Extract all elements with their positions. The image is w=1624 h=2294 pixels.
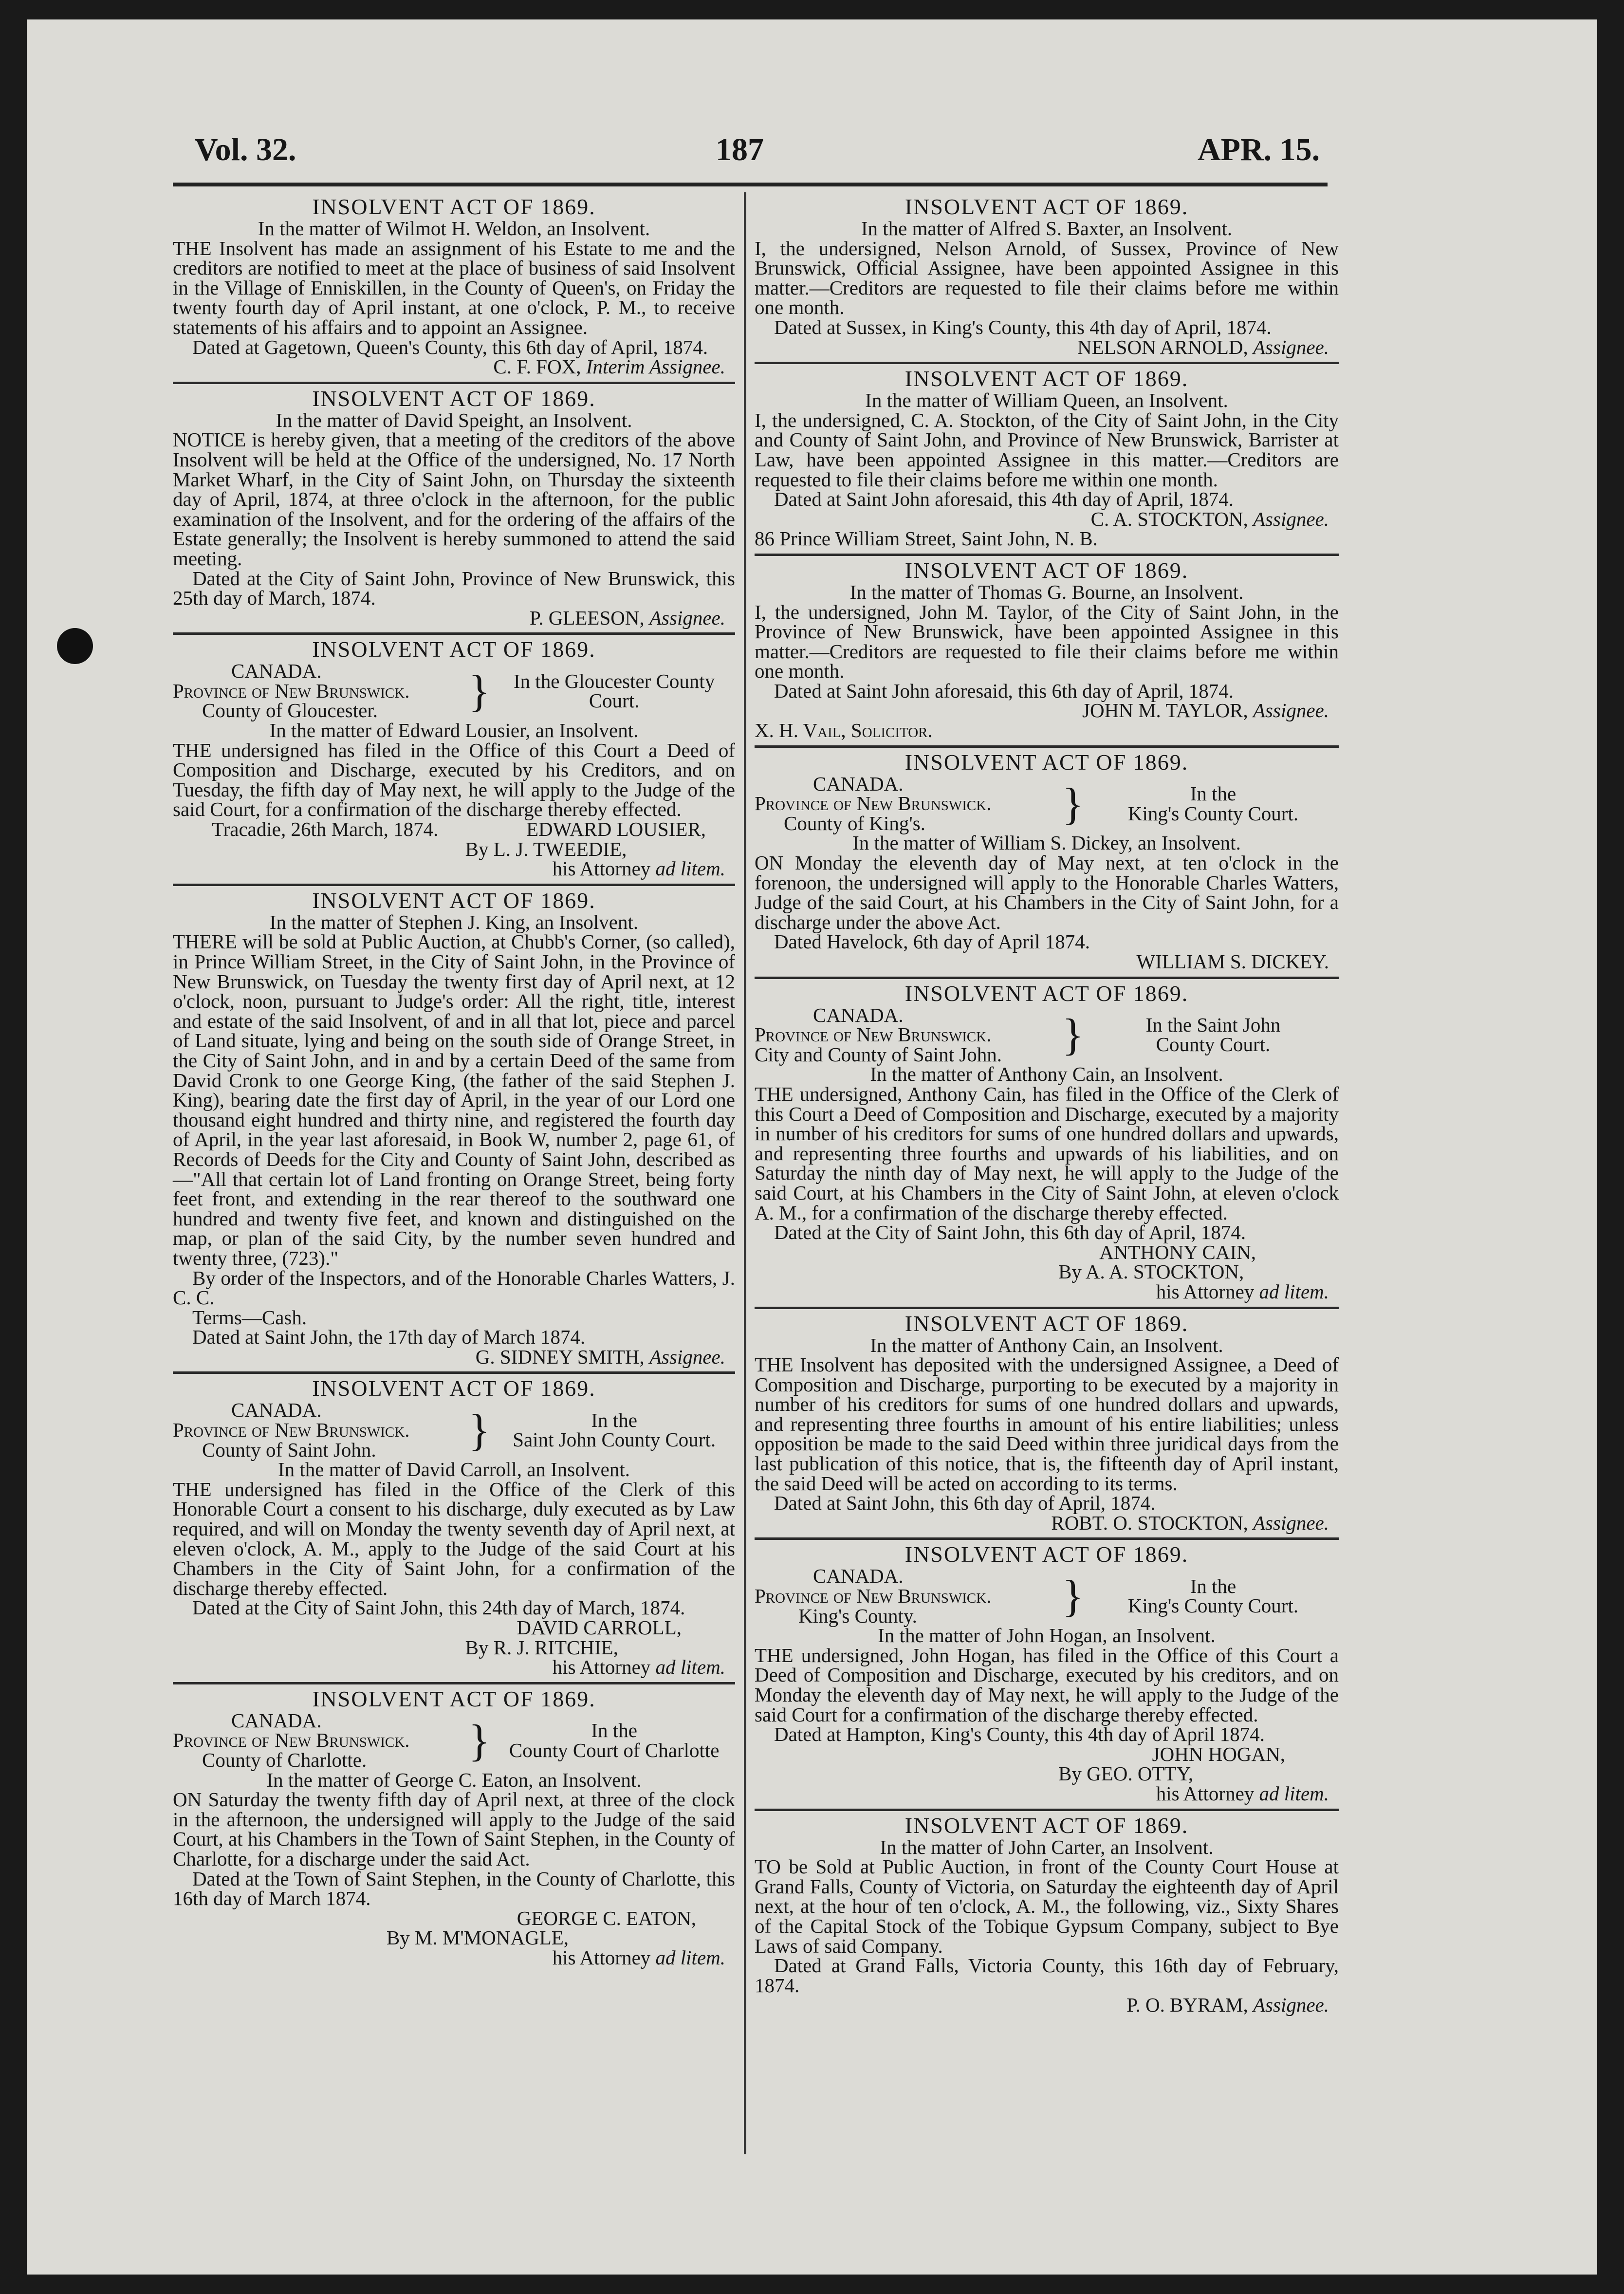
notice-title: INSOLVENT ACT OF 1869. <box>312 386 596 411</box>
signatory-role: Assignee. <box>1253 699 1329 722</box>
notice-order: By order of the Inspectors, and of the Honorable Charles Watters, J. C. C. <box>173 1266 735 1309</box>
caption-county: County of King's. <box>784 812 925 834</box>
attorney-name: GEO. OTTY, <box>1087 1762 1194 1785</box>
notice-bourne <box>755 556 1339 748</box>
notice-title: INSOLVENT ACT OF 1869. <box>904 557 1189 583</box>
attorney-line <box>173 839 735 859</box>
attorney-name: R. J. RITCHIE, <box>493 1636 618 1659</box>
signatory-name: G. SIDNEY SMITH, <box>475 1345 645 1368</box>
notice-cain-court <box>755 979 1339 1309</box>
caption-country: CANADA. <box>813 1003 904 1026</box>
caption-country: CANADA. <box>813 1565 904 1588</box>
notice-signature <box>755 1513 1339 1533</box>
by-label: By <box>386 1926 410 1949</box>
notice-dated: Dated at Saint John, this 6th day of April, 1874. <box>774 1492 1156 1515</box>
caption-county: County of Gloucester. <box>202 699 378 722</box>
signatory-name: EDWARD LOUSIER, <box>526 818 706 841</box>
by-label: By <box>465 837 489 860</box>
notice-dated-row <box>173 819 735 839</box>
signatory-name: C. F. FOX, <box>493 355 581 378</box>
notice-body: ON Saturday the twenty fifth day of April next, at three of the clock in the afternoon, the undersigned will apply to the Judge of the said Court, at his Chambers in the Town of Saint Stephen, in the County of Charlotte, for a discharge under the said Act. <box>173 1788 735 1870</box>
signatory-role: Assignee. <box>649 1345 725 1368</box>
notice-matter: In the matter of David Speight, an Insolvent. <box>276 408 632 431</box>
notice-signature <box>755 337 1339 357</box>
notice-speight <box>173 384 735 635</box>
caption-country: CANADA. <box>813 772 904 795</box>
signatory-role: Assignee. <box>1253 335 1329 358</box>
attorney-line <box>755 1764 1339 1784</box>
notice-dickey <box>755 748 1339 979</box>
notice-body: I, the undersigned, John M. Taylor, of the City of Saint John, in the Province of New Brunswick, have been appointed Assignee in this matter.—Creditors are requested to file their claims before me within one month. <box>755 600 1339 683</box>
signatory-name: GEORGE C. EATON, <box>517 1906 696 1929</box>
notice-matter: In the matter of John Hogan, an Insolvent. <box>878 1624 1216 1647</box>
notice-dated: Dated at Gagetown, Queen's County, this 6th day of April, 1874. <box>192 335 708 358</box>
notice-title: INSOLVENT ACT OF 1869. <box>904 1311 1189 1336</box>
attorney-role: his Attorney ad litem. <box>1156 1280 1329 1303</box>
caption-court-line2: King's County Court. <box>1127 802 1299 825</box>
notice-body: THE undersigned has filed in the Office of the Clerk of this Honorable Court a consent to his discharge, duly executed as by Law required, and will on Monday the twenty seventh day of April next, at eleven o'clock, A. M., apply to the Judge of the said Court at his Chambers in the City of Saint John, for a confirmation of the discharge thereby effected. <box>173 1478 735 1599</box>
notice-dated: Dated at Saint John, the 17th day of March 1874. <box>192 1326 586 1349</box>
notice-matter: In the matter of George C. Eaton, an Insolvent. <box>266 1768 642 1791</box>
notice-matter: In the matter of Alfred S. Baxter, an Insolvent. <box>861 217 1233 240</box>
notice-title: INSOLVENT ACT OF 1869. <box>312 888 596 913</box>
notice-title: INSOLVENT ACT OF 1869. <box>904 194 1189 219</box>
brace-glyph: } <box>1062 778 1084 829</box>
notice-matter: In the matter of Stephen J. King, an Insolvent. <box>269 910 639 933</box>
binding-hole <box>57 628 93 664</box>
attorney-role: his Attorney ad litem. <box>1156 1782 1329 1805</box>
notice-dated: Tracadie, 26th March, 1874. <box>212 818 439 841</box>
caption-province: Province of New Brunswick. <box>755 792 992 815</box>
notice-signature <box>755 509 1339 529</box>
notice-signature <box>173 357 735 377</box>
signatory-name: NELSON ARNOLD, <box>1077 335 1248 358</box>
notice-body: THE Insolvent has deposited with the undersigned Assignee, a Deed of Composition and Discharge, purporting to be executed by a majority in number of his creditors for sums of one hundred dollars and upwards, and representing three fourths in amount of his entire liabilities; unless opposition be made to the said Deed within three juridical days from the last publication of this notice, that is, the fifteenth day of April instant, the said Deed will be acted on according to its terms. <box>755 1353 1339 1495</box>
caption-court-line1: In the <box>591 1719 637 1742</box>
signatory-name: P. GLEESON, <box>529 606 645 629</box>
notice-dated: Dated at Saint John aforesaid, this 6th day of April, 1874. <box>774 679 1234 702</box>
by-label: By <box>1058 1260 1082 1283</box>
notice-dated: Dated Havelock, 6th day of April 1874. <box>774 930 1090 953</box>
caption-court-line2: County Court. <box>1156 1033 1271 1056</box>
notice-carter <box>755 1811 1339 2020</box>
notice-signature <box>755 701 1339 721</box>
signatory-role: Assignee. <box>1253 1994 1329 2016</box>
signatory-role: Assignee. <box>1253 1511 1329 1534</box>
attorney-line <box>173 1928 735 1948</box>
notice-dated: Dated at Sussex, in King's County, this 4th day of April, 1874. <box>774 315 1272 338</box>
court-caption <box>173 1711 735 1770</box>
notice-matter: In the matter of Edward Lousier, an Insolvent. <box>269 719 639 742</box>
caption-court-line2: Saint John County Court. <box>513 1428 716 1451</box>
notice-dated: Dated at Saint John aforesaid, this 4th day of April, 1874. <box>774 488 1234 511</box>
signatory-name: DAVID CARROLL, <box>517 1616 682 1639</box>
notice-body: TO be Sold at Public Auction, in front of the County Court House at Grand Falls, County of Victoria, on Saturday the eighteenth day of April next, at the hour of ten o'clock, A. M., the following, viz., Sixty Shares of the Capital Stock of the Tobique Gypsum Company, subject to Bye Laws of said Company. <box>755 1855 1339 1957</box>
caption-province: Province of New Brunswick. <box>755 1023 992 1046</box>
notice-dated: Dated at Grand Falls, Victoria County, this 16th day of February, 1874. <box>755 1954 1339 1997</box>
notice-baxter <box>755 192 1339 364</box>
notice-matter: In the matter of Anthony Cain, an Insolvent. <box>870 1063 1223 1086</box>
signatory-role: Interim Assignee. <box>586 355 725 378</box>
signatory-name: ANTHONY CAIN, <box>1099 1240 1256 1263</box>
caption-province: Province of New Brunswick. <box>173 679 410 702</box>
caption-country: CANADA. <box>231 660 322 683</box>
notice-matter: In the matter of William Queen, an Insolvent. <box>865 389 1228 412</box>
notice-body: NOTICE is hereby given, that a meeting of the creditors of the above Insolvent will be held at the Office of the undersigned, No. 17 North Market Wharf, in the City of Saint John, on Thursday the sixteenth day of April, 1874, at three o'clock in the afternoon, for the public examination of the Insolvent, and for the ordering of the affairs of the Estate generally; the Insolvent is hereby summoned to attend the said meeting. <box>173 428 735 570</box>
signatory-name: P. O. BYRAM, <box>1126 1994 1248 2016</box>
header-rule <box>173 183 1328 186</box>
notice-title: INSOLVENT ACT OF 1869. <box>904 749 1189 775</box>
issue-date: APR. 15. <box>1198 132 1320 167</box>
court-caption <box>173 661 735 721</box>
notice-matter: In the matter of David Carroll, an Insolvent. <box>278 1458 630 1481</box>
caption-court-line1: In the <box>1190 1574 1236 1597</box>
notice-body: THERE will be sold at Public Auction, at Chubb's Corner, (so called), in Prince William Street, in the City of Saint John, in the Province of New Brunswick, on Tuesday the twenty first day of April next, at 12 o'clock, noon, pursuant to Judge's order: All the right, title, interest and estate of the said Insolvent, of and in all that lot, piece and parcel of Land situate, lying and being on the south side of Orange Street, in the City of Saint John, and in and by a certain Deed of the same from David Cronk to one George King, (the father of the said Stephen J. King), bearing date the first day of April, in the year of our Lord one thousand eight hundred and thirty nine, and registered the fourth day of April, in the year last aforesaid, in Book W, number 2, page 61, of Records of Deeds for the City and County of Saint John, described as—"All that certain lot of Land fronting on Orange Street, being forty feet front, and extending in the rear thereof to the southward one hundred and twenty five feet, and known and distinguished on the map, or plan of the said City, by the number seven hundred and twenty three, (723)." <box>173 930 735 1269</box>
notice-signature <box>173 608 735 628</box>
brace-glyph: } <box>468 1405 490 1455</box>
by-label: By <box>465 1636 489 1659</box>
notice-matter: In the matter of William S. Dickey, an Insolvent. <box>852 832 1241 854</box>
caption-country: CANADA. <box>231 1709 322 1732</box>
caption-court-line1: In the <box>1190 782 1236 805</box>
court-caption <box>755 1566 1339 1626</box>
attorney-line <box>755 1262 1339 1282</box>
caption-county: King's County. <box>798 1604 917 1627</box>
notice-title: INSOLVENT ACT OF 1869. <box>312 637 596 662</box>
notice-signature <box>755 1995 1339 2015</box>
solicitor: X. H. Vail, Solicitor. <box>755 719 933 742</box>
attorney-role: his Attorney ad litem. <box>552 1946 725 1969</box>
caption-county: County of Saint John. <box>202 1438 376 1461</box>
caption-court-line2: Court. <box>589 689 640 712</box>
by-label: By <box>1058 1762 1082 1785</box>
caption-province: Province of New Brunswick. <box>755 1585 992 1608</box>
notice-body: I, the undersigned, Nelson Arnold, of Sussex, Province of New Brunswick, Official Assignee, have been appointed Assignee in this matter.—Creditors are requested to file their claims before me within one month. <box>755 237 1339 319</box>
notice-queen <box>755 364 1339 556</box>
notice-title: INSOLVENT ACT OF 1869. <box>904 1542 1189 1567</box>
notice-title: INSOLVENT ACT OF 1869. <box>312 1686 596 1711</box>
notice-matter: In the matter of Anthony Cain, an Insolvent. <box>870 1333 1223 1356</box>
caption-court-line1: In the Saint John <box>1145 1013 1281 1036</box>
notice-matter: In the matter of Wilmot H. Weldon, an Insolvent. <box>258 217 650 240</box>
signatory-name: WILLIAM S. DICKEY. <box>1136 950 1329 973</box>
notice-body: THE undersigned has filed in the Office of this Court a Deed of Composition and Discharge, executed by his Creditors, and on Tuesday, the fifth day of May next, he will apply to the Judge of the said Court, for a confirmation of the discharge thereby effected. <box>173 739 735 821</box>
notice-title: INSOLVENT ACT OF 1869. <box>904 980 1189 1006</box>
caption-court-line2: King's County Court. <box>1127 1594 1299 1617</box>
notice-title: INSOLVENT ACT OF 1869. <box>904 366 1189 391</box>
caption-province: Province of New Brunswick. <box>173 1419 410 1442</box>
notice-lousier <box>173 635 735 886</box>
signatory-name: C. A. STOCKTON, <box>1090 507 1248 530</box>
signatory-name: ROBT. O. STOCKTON, <box>1051 1511 1248 1534</box>
attorney-name: L. J. TWEEDIE, <box>493 837 627 860</box>
attorney-name: A. A. STOCKTON, <box>1085 1260 1244 1283</box>
notice-weldon <box>173 192 735 384</box>
notice-king <box>173 886 735 1374</box>
column-divider <box>744 192 746 2154</box>
signatory-name: JOHN M. TAYLOR, <box>1082 699 1248 722</box>
notice-terms: Terms—Cash. <box>192 1306 307 1329</box>
caption-county: County of Charlotte. <box>202 1748 367 1771</box>
caption-country: CANADA. <box>231 1399 322 1422</box>
notice-body: ON Monday the eleventh day of May next, at ten o'clock in the forenoon, the undersigned will apply to the Honorable Charles Watters, Judge of the said Court, at his Chambers in the City of Saint John, for a discharge under the above Act. <box>755 851 1339 933</box>
signatory-role: Assignee. <box>649 606 725 629</box>
notice-title: INSOLVENT ACT OF 1869. <box>904 1813 1189 1838</box>
brace-glyph: } <box>1062 1571 1084 1621</box>
notice-title: INSOLVENT ACT OF 1869. <box>312 194 596 219</box>
notice-dated: Dated at the City of Saint John, Province of New Brunswick, this 25th day of March, 1874. <box>173 567 735 610</box>
notice-body: THE undersigned, Anthony Cain, has filed in the Office of the Clerk of this Court a Deed of Composition and Discharge, executed by a majority in number of his creditors for sums of one hundred dollars and upwards, and representing three fourths and upwards of his liabilities, and on Saturday the ninth day of May next, he will apply to the Judge of the said Court, at his Chambers in the City of Saint John, at eleven o'clock A. M., for a confirmation of the discharge thereby effected. <box>755 1082 1339 1224</box>
notice-title: INSOLVENT ACT OF 1869. <box>312 1376 596 1401</box>
brace-glyph: } <box>468 666 490 716</box>
right-column <box>755 192 1339 2020</box>
court-caption <box>173 1400 735 1460</box>
notice-body: THE undersigned, John Hogan, has filed in the Office of this Court a Deed of Composition and Discharge, executed by his creditors, and on Monday the eleventh day of May next, he will apply to the Judge of the said Court for a confirmation of the discharge thereby effected. <box>755 1644 1339 1726</box>
attorney-name: M. M'MONAGLE, <box>415 1926 569 1949</box>
attorney-role: his Attorney ad litem. <box>552 857 725 880</box>
notice-dated: Dated at the City of Saint John, this 24th day of March, 1874. <box>192 1596 685 1619</box>
page-number: 187 <box>716 132 764 167</box>
notice-matter: In the matter of Thomas G. Bourne, an Insolvent. <box>849 580 1244 603</box>
court-caption <box>755 1005 1339 1065</box>
caption-court-line1: In the <box>591 1408 637 1431</box>
notice-signature <box>173 1347 735 1367</box>
notice-matter: In the matter of John Carter, an Insolvent. <box>880 1835 1214 1858</box>
notice-dated: Dated at the City of Saint John, this 6th day of April, 1874. <box>774 1221 1246 1244</box>
attorney-role: his Attorney ad litem. <box>552 1656 725 1679</box>
caption-court-line1: In the Gloucester County <box>514 669 715 692</box>
brace-glyph: } <box>468 1715 490 1765</box>
court-caption <box>755 774 1339 833</box>
brace-glyph: } <box>1062 1010 1084 1060</box>
notice-body: THE Insolvent has made an assignment of his Estate to me and the creditors are notified to meet at the place of business of said Insolvent in the Village of Enniskillen, in the County of Queen's, on Friday the twenty fourth day of April instant, at one o'clock, P. M., to receive statements of his affairs and to appoint an Assignee. <box>173 237 735 338</box>
notice-cain-deposit <box>755 1309 1339 1540</box>
notice-hogan <box>755 1540 1339 1811</box>
notice-dated: Dated at Hampton, King's County, this 4th day of April 1874. <box>774 1723 1265 1746</box>
caption-county: City and County of Saint John. <box>755 1043 1002 1066</box>
caption-court-line2: County Court of Charlotte <box>509 1739 720 1761</box>
caption-province: Province of New Brunswick. <box>173 1729 410 1752</box>
signatory-role: Assignee. <box>1253 507 1329 530</box>
left-column <box>173 192 735 1973</box>
notice-carroll <box>173 1374 735 1684</box>
attorney-line <box>173 1638 735 1658</box>
notice-eaton <box>173 1684 735 1973</box>
signatory-name: JOHN HOGAN, <box>1152 1742 1285 1765</box>
volume-number: Vol. 32. <box>195 132 296 167</box>
notice-dated: Dated at the Town of Saint Stephen, in the County of Charlotte, this 16th day of March 1874. <box>173 1867 735 1910</box>
notice-body: I, the undersigned, C. A. Stockton, of the City of Saint John, in the City and County of Saint John, and Province of New Brunswick, Barrister at Law, have been appointed Assignee in this matter.—Creditors are requested to file their claims before me within one month. <box>755 408 1339 491</box>
assignee-address: 86 Prince William Street, Saint John, N. B. <box>755 527 1098 550</box>
